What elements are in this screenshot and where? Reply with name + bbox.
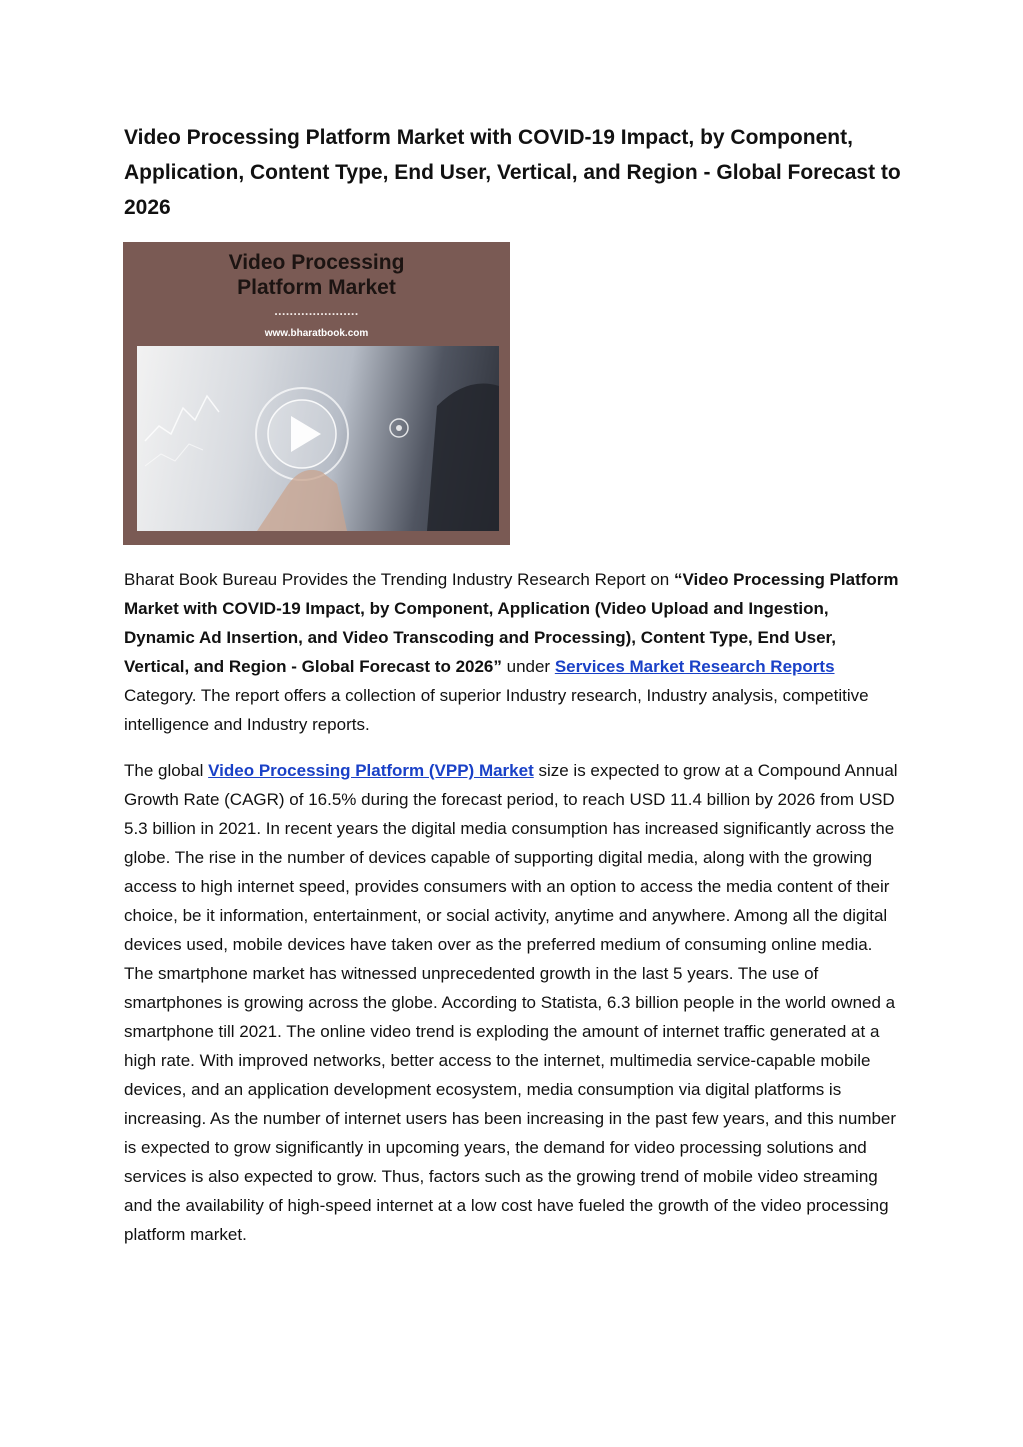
- banner-photo-illustration: [137, 346, 499, 531]
- document-title: Video Processing Platform Market with COVID-19 Impact, by Component, Application, Content Type, End User, Vertical, and Region - Global Forecast to 2026: [124, 126, 901, 219]
- market-intro-text: The global: [124, 761, 209, 780]
- services-market-research-reports-link[interactable]: Services Market Research Reports: [554, 657, 835, 676]
- banner-heading-line2: Platform Market: [237, 276, 396, 299]
- banner-dotted-divider: ......................: [274, 304, 359, 318]
- banner-heading: [123, 250, 510, 300]
- chart-line-secondary-icon: [145, 444, 203, 466]
- gear-hub-icon: [396, 425, 402, 431]
- intro-text: Bharat Book Bureau Provides the Trending Industry Research Report on: [124, 570, 674, 589]
- report-title-bold: “Video Processing Platform Market with COVID-19 Impact, by Component, Application (Video Upload and Ingestion, Dynamic Ad Insertion, and Video Transcoding and Processing), Content Type, End User, Vertical, and Region - Global Forecast to 2026”: [124, 570, 899, 676]
- intro-outro-text: Category. The report offers a collection of superior Industry research, Industry analysis, competitive intelligence and Industry reports.: [124, 686, 869, 734]
- banner-heading-line1: Video Processing: [228, 251, 405, 274]
- banner-photo: [137, 346, 499, 531]
- person-silhouette-icon: [427, 384, 499, 532]
- market-body-text: size is expected to grow at a Compound Annual Growth Rate (CAGR) of 16.5% during the forecast period, to reach USD 11.4 billion by 2026 from USD 5.3 billion in 2021. In recent years the digital media consumption has increased significantly across the globe. The rise in the number of devices capable of supporting digital media, along with the growing access to high internet speed, provides consumers with an option to access the media content of their choice, be it information, entertainment, or social activity, anytime and anywhere. Among all the digital devices used, mobile devices have taken over as the preferred medium of consuming online media. The smartphone market has witnessed unprecedented growth in the last 5 years. The use of smartphones is growing across the globe. According to Statista, 6.3 billion people in the world owned a smartphone till 2021. The online video trend is exploding the amount of internet traffic generated at a high rate. With improved networks, better access to the internet, multimedia service-capable mobile devices, and an application development ecosystem, media consumption via digital platforms is increasing. As the number of internet users has been increasing in the past few years, and this number is expected to grow significantly in upcoming years, the demand for video processing solutions and services is also expected to grow. Thus, factors such as the growing trend of mobile video streaming and the availability of high-speed internet at a low cost have fueled the growth of the video processing platform market.: [124, 761, 898, 1244]
- market-paragraph: [124, 756, 904, 1249]
- vpp-market-link[interactable]: Video Processing Platform (VPP) Market: [208, 761, 534, 780]
- under-text: under: [501, 657, 555, 676]
- banner-url: www.bharatbook.com: [264, 328, 369, 339]
- hand-silhouette-icon: [257, 470, 347, 531]
- chart-line-icon: [145, 396, 219, 441]
- intro-paragraph: [124, 565, 904, 739]
- report-banner-image: [123, 242, 510, 545]
